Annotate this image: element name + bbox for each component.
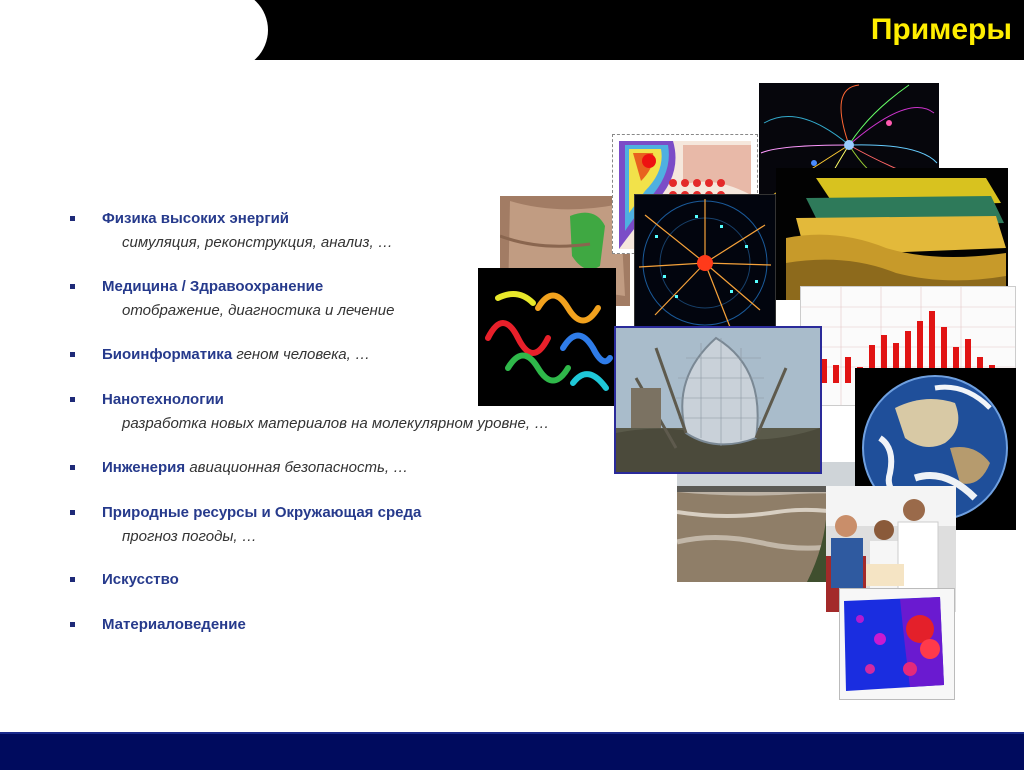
list-item-inline: авиационная безопасность, … bbox=[189, 459, 409, 476]
bullet-icon bbox=[70, 216, 75, 221]
list-item-detail: прогноз погоды, … bbox=[122, 528, 257, 545]
list-item-detail: симуляция, реконструкция, анализ, … bbox=[122, 234, 393, 251]
bullet-icon bbox=[70, 577, 75, 582]
list-item-detail: отображение, диагностика и лечение bbox=[122, 302, 395, 319]
bullet-icon bbox=[70, 465, 75, 470]
list-item-heading: Природные ресурсы и Окружающая среда bbox=[102, 504, 422, 521]
footer-bar bbox=[0, 732, 1024, 770]
page-title: Примеры bbox=[870, 13, 1012, 46]
bullet-icon bbox=[70, 352, 75, 357]
list-item-inline: геном человека, … bbox=[236, 346, 370, 363]
bullet-icon bbox=[70, 510, 75, 515]
header-logo-area bbox=[0, 0, 268, 60]
bullet-icon bbox=[70, 284, 75, 289]
protein-structure-image bbox=[478, 268, 616, 406]
list-item-heading: Инженерия bbox=[102, 459, 186, 476]
heat-map-image bbox=[839, 588, 955, 700]
header-bar bbox=[0, 0, 1024, 60]
list-item-heading: Материаловедение bbox=[102, 616, 246, 633]
collision-event-image bbox=[634, 194, 776, 332]
list-item-heading: Нанотехнологии bbox=[102, 391, 224, 408]
list-item-heading: Искусство bbox=[102, 571, 179, 588]
list-item-heading: Физика высоких энергий bbox=[102, 210, 290, 227]
bullet-icon bbox=[70, 622, 75, 627]
list-item-detail: разработка новых материалов на молекулярном уровне, … bbox=[122, 415, 550, 432]
telescope-dish-image bbox=[614, 326, 822, 474]
terrain-layers-image bbox=[776, 168, 1008, 300]
list-item-heading: Медицина / Здравоохранение bbox=[102, 278, 324, 295]
bullet-icon bbox=[70, 397, 75, 402]
list-item-heading: Биоинформатика bbox=[102, 346, 233, 363]
